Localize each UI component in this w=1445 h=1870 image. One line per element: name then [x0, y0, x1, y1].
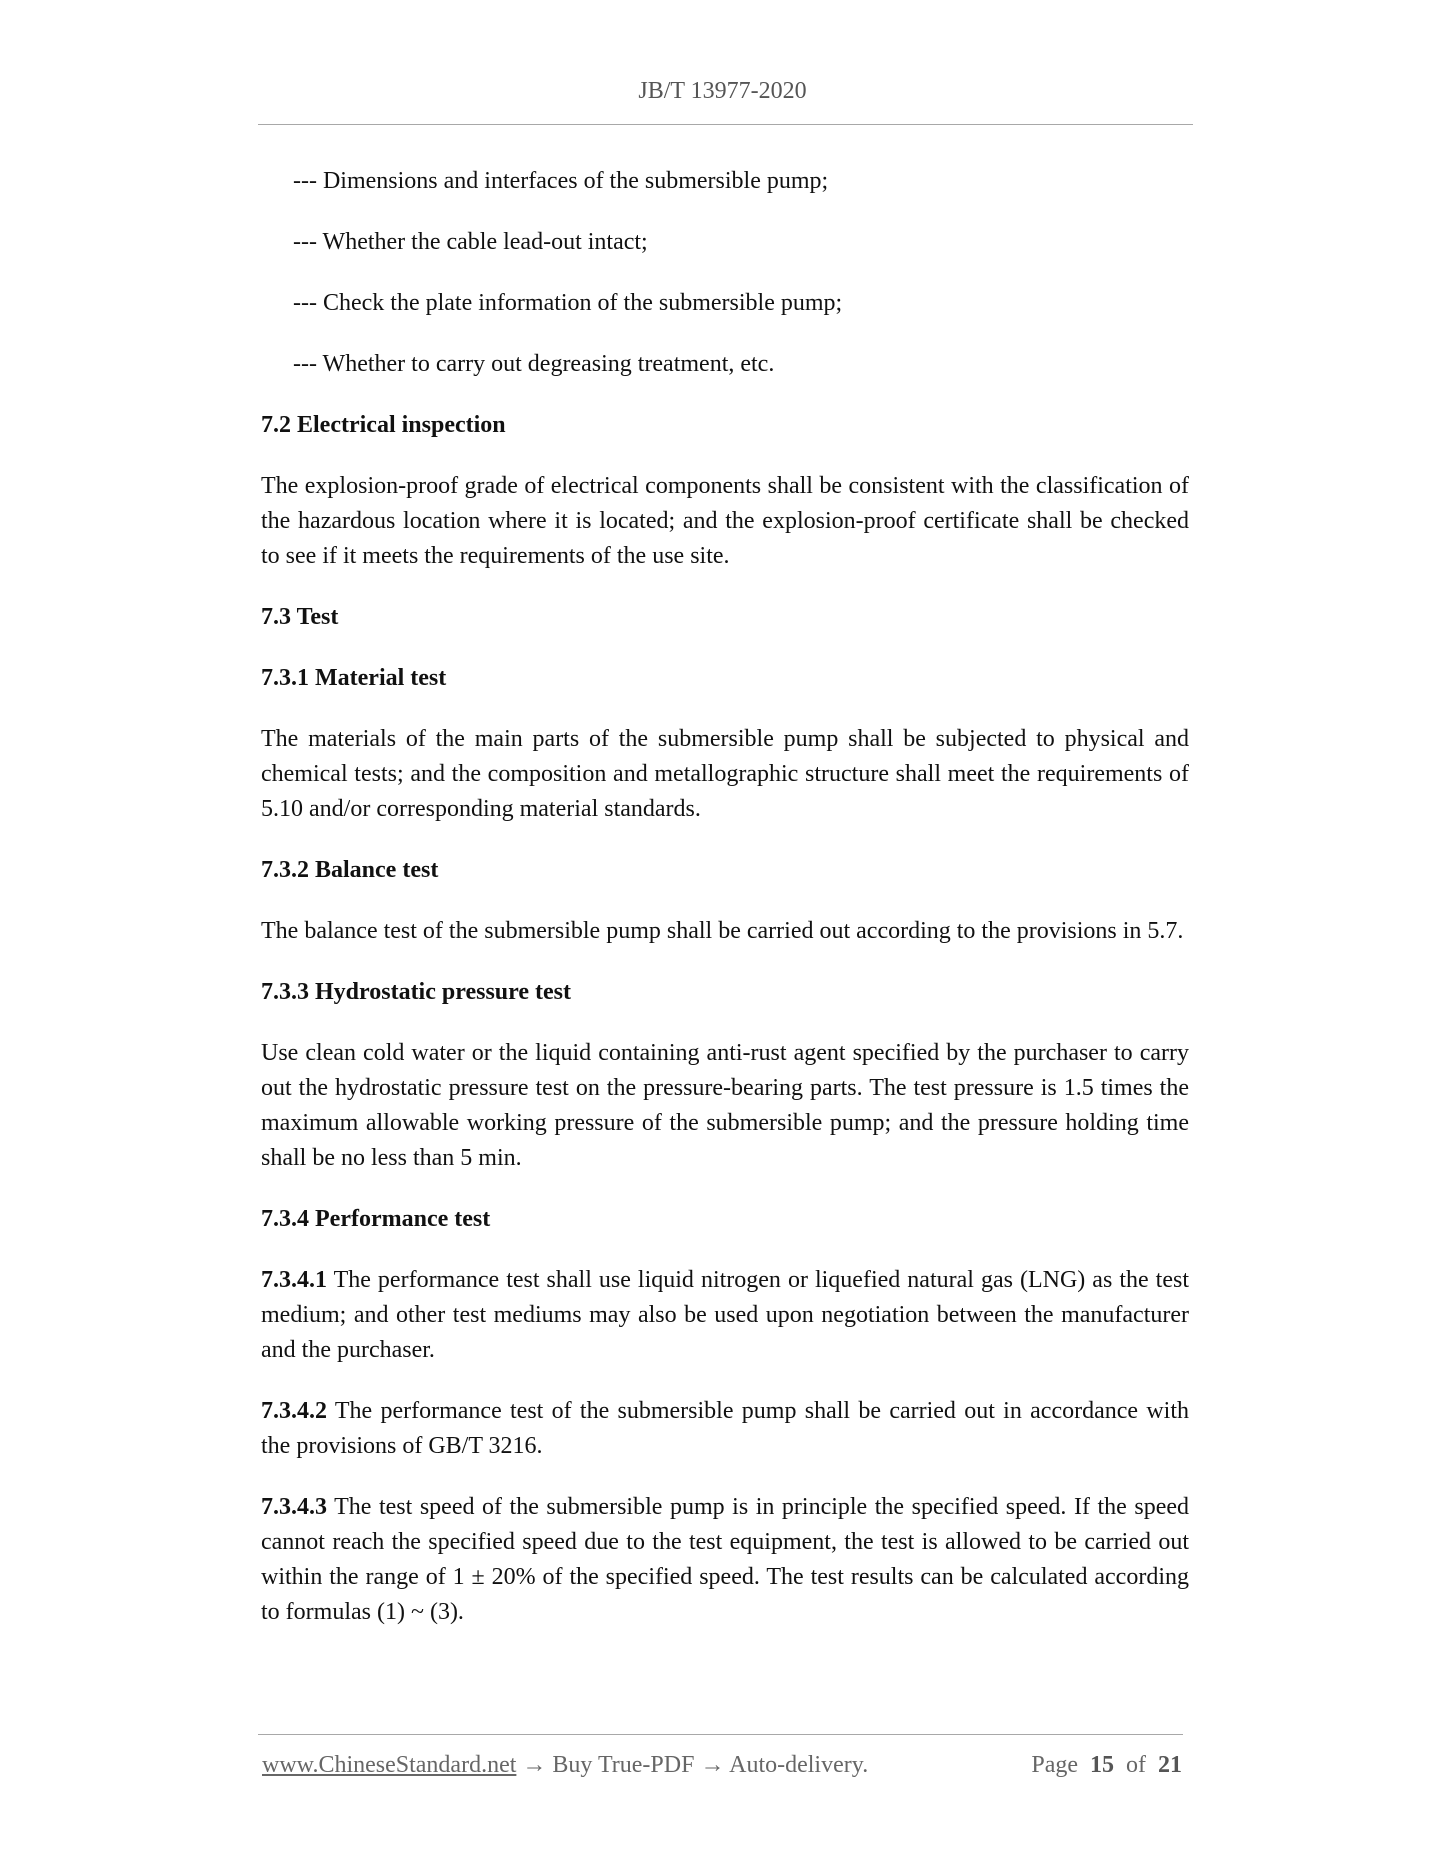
list-item: --- Check the plate information of the submersible pump;	[293, 290, 843, 316]
list-item: --- Whether to carry out degreasing treatment, etc.	[293, 351, 775, 377]
document-body	[261, 164, 1189, 1656]
section-heading-7-3-3: 7.3.3 Hydrostatic pressure test	[261, 979, 571, 1005]
page-of-label: of	[1126, 1752, 1146, 1778]
header-divider	[258, 124, 1193, 125]
section-text-7-3-3: Use clean cold water or the liquid containing anti-rust agent specified by the purchaser to carry out the hydrostatic pressure test on the pressure-bearing parts. The test pressure is 1.5 times the maximum allowable working pressure of the submersible pump; and the pressure holding time shall be no less than 5 min.	[261, 1040, 1189, 1171]
website-link[interactable]: www.ChineseStandard.net	[262, 1752, 517, 1778]
clause-text: The performance test of the submersible pump shall be carried out in accordance with the provisions of GB/T 3216.	[261, 1398, 1189, 1459]
clause-7-3-4-3	[261, 1490, 1189, 1630]
page-total: 21	[1158, 1752, 1182, 1778]
page-current: 15	[1090, 1752, 1114, 1778]
list-item: --- Dimensions and interfaces of the submersible pump;	[293, 168, 829, 194]
list-item: --- Whether the cable lead-out intact;	[293, 229, 648, 255]
clause-number: 7.3.4.2	[261, 1398, 327, 1424]
document-header-title: JB/T 13977-2020	[638, 78, 807, 104]
section-heading-7-3-2: 7.3.2 Balance test	[261, 857, 439, 883]
clause-7-3-4-2	[261, 1394, 1189, 1464]
clause-text: The performance test shall use liquid nitrogen or liquefied natural gas (LNG) as the test medium; and other test mediums may also be used upon negotiation between the manufacturer and the purchaser.	[261, 1267, 1189, 1363]
section-heading-7-3-4: 7.3.4 Performance test	[261, 1206, 491, 1232]
clause-number: 7.3.4.3	[261, 1494, 327, 1520]
clause-7-3-4-1	[261, 1263, 1189, 1368]
clause-number: 7.3.4.1	[261, 1267, 327, 1293]
section-heading-7-2: 7.2 Electrical inspection	[261, 412, 506, 438]
page-number	[1031, 1752, 1182, 1779]
section-heading-7-3-1: 7.3.1 Material test	[261, 665, 447, 691]
page-label: Page	[1031, 1752, 1078, 1778]
clause-text: The test speed of the submersible pump is in principle the specified speed. If the speed cannot reach the specified speed due to the test equipment, the test is allowed to be carried out within the range of 1 ± 20% of the specified speed. The test results can be calculated according to formulas (1) ~ (3).	[261, 1494, 1189, 1625]
footer-divider	[258, 1734, 1183, 1735]
section-text-7-3-2: The balance test of the submersible pump shall be carried out according to the provisions in 5.7.	[261, 918, 1184, 944]
footer-promo	[262, 1752, 868, 1779]
section-text-7-2: The explosion-proof grade of electrical components shall be consistent with the classification of the hazardous location where it is located; and the explosion-proof certificate shall be checked to see if it meets the requirements of the use site.	[261, 473, 1189, 569]
footer-promo-text: → Buy True-PDF → Auto-delivery.	[516, 1752, 869, 1778]
section-heading-7-3: 7.3 Test	[261, 604, 339, 630]
section-text-7-3-1: The materials of the main parts of the submersible pump shall be subjected to physical and chemical tests; and the composition and metallographic structure shall meet the requirements of 5.10 and/or corresponding material standards.	[261, 726, 1189, 822]
